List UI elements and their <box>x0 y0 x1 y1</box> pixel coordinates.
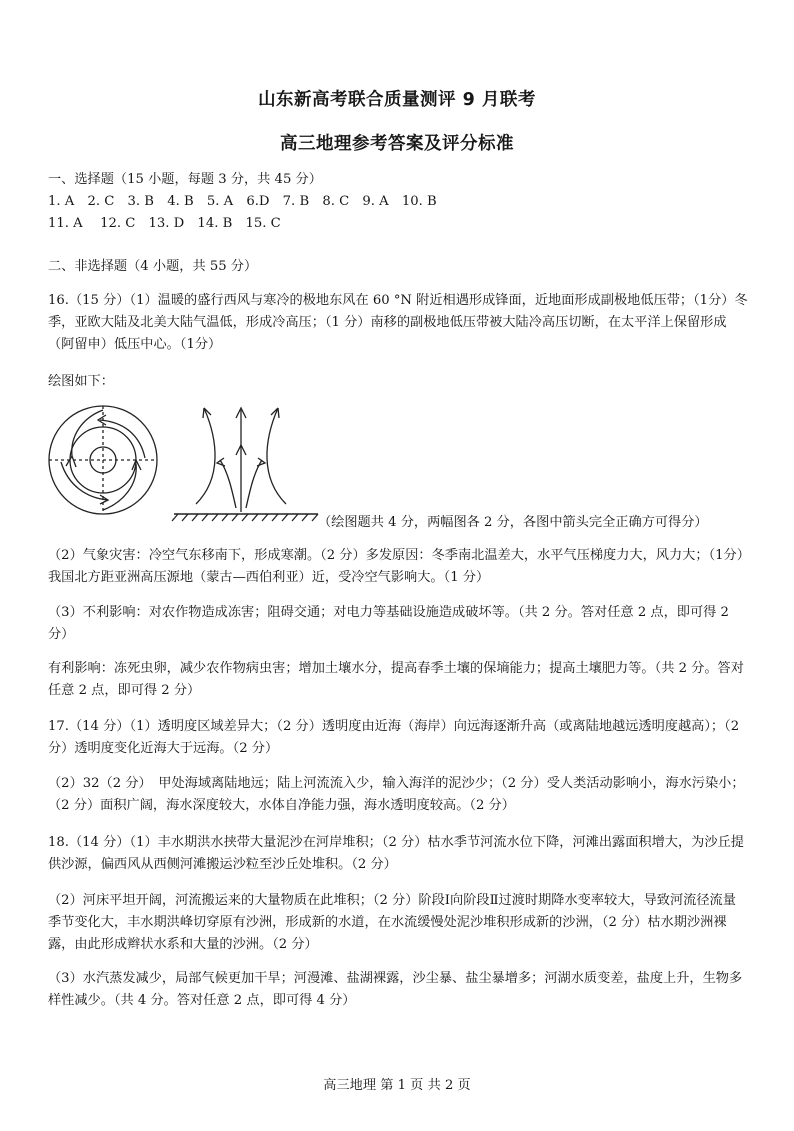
draw-label: 绘图如下： <box>48 374 114 389</box>
q16-part2: （2）气象灾害：冷空气东移南下，形成寒潮。（2 分）多发原因：冬季南北温差大，水平气压梯度力大，风力大；（1分）我国北方距亚洲高压源地（蒙古—西伯利亚）近，受冷空气影响大。（1 分） <box>48 548 744 585</box>
choice-answers-row2: 11. A 12. C 13. D 14. B 15. C <box>48 216 281 231</box>
q17-part1: 17.（14 分）（1）透明度区域差异大；（2 分）透明度由近海（海岸）向远海逐渐升高（或离陆地越远透明度越高）；（2 分）透明度变化近海大于远海。（2 分） <box>48 719 740 756</box>
right-flow-curve <box>267 408 286 504</box>
choice-answers-row1: 1. A 2. C 3. B 4. B 5. A 6.D 7. B 8. C 9. A 10. B <box>48 194 437 209</box>
q16-part3-favorable: 有利影响：冻死虫卵，减少农作物病虫害；增加土壤水分，提高春季土壤的保墒能力；提高土壤肥力等。（共 2 分。答对任意 2 点，即可得 2 分） <box>48 661 744 698</box>
wind-arrow-s <box>103 464 136 510</box>
ground-hatching <box>172 514 318 521</box>
rising-air-diagram <box>172 408 318 521</box>
section1-heading: 一、选择题（15 小题，每题 3 分，共 45 分） <box>48 172 322 187</box>
page-title: 山东新高考联合质量测评 9 月联考 <box>258 90 536 110</box>
left-inflow-curve <box>220 460 236 508</box>
wind-arrow-e <box>100 420 145 458</box>
q18-part3: （3）水汽蒸发减少，局部气候更加干旱；河漫滩、盐湖裸露，沙尘暴、盐尘暴增多；河湖水质变差，盐度上升，生物多样性减少。（共 4 分。答对任意 2 点，即可得 4 分） <box>48 971 743 1008</box>
q18-part1: 18.（14 分）（1）丰水期洪水挟带大量泥沙在河岸堆积；（2 分）枯水季节河流水位下降，河滩出露面积增大，为沙丘提供沙源，偏西风从西侧河滩搬运沙粒至沙丘处堆积。（2 分） <box>48 835 744 872</box>
q18-part2: （2）河床平坦开阔，河流搬运来的大量物质在此堆积；（2 分）阶段Ⅰ向阶段Ⅱ过渡时期降水变率较大，导致河流径流量季节变化大，丰水期洪峰切穿原有沙洲，形成新的水道，在水流缓慢处泥沙堆积形成新的沙洲，（2 分）枯水期沙洲裸露，由此形成辫状水系和大量的沙洲。（2 分） <box>48 893 736 952</box>
page-subtitle: 高三地理参考答案及评分标准 <box>280 134 514 154</box>
left-flow-curve <box>196 408 215 504</box>
right-inflow-curve <box>246 460 262 508</box>
section2-heading: 二、非选择题（4 小题，共 55 分） <box>48 259 258 274</box>
low-pressure-circle-diagram <box>49 406 157 514</box>
wind-arrow-n <box>72 410 103 456</box>
q17-part2: （2）32（2 分） 甲处海域离陆地远；陆上河流流入少，输入海洋的泥沙少；（2 分）受人类活动影响小，海水污染小；（2 分）面积广阔，海水深度较大，水体自净能力强，海水透明度较高。（2 分） <box>48 776 745 813</box>
figure-caption: （绘图题共 4 分，两幅图各 2 分，各图中箭头完全正确方可得分） <box>318 515 708 530</box>
q16-part3-unfavorable: （3）不利影响：对农作物造成冻害；阻碍交通；对电力等基础设施造成破坏等。（共 2 分。答对任意 2 点，即可得 2 分） <box>48 605 729 642</box>
q16-part1: 16.（15 分）（1）温暖的盛行西风与寒冷的极地东风在 60 °N 附近相遇形成锋面，近地面形成副极地低压带；（1分）冬季，亚欧大陆及北美大陆气温低，形成冷高压；（1 分）南移的副极地低压带被大陆冷高压切断，在太平洋上保留形成（阿留申）低压中心。（1分） <box>48 293 748 352</box>
page-footer: 高三地理 第 1 页 共 2 页 <box>323 1078 471 1093</box>
wind-arrow-w <box>61 462 108 500</box>
answer-drawings <box>46 400 336 525</box>
